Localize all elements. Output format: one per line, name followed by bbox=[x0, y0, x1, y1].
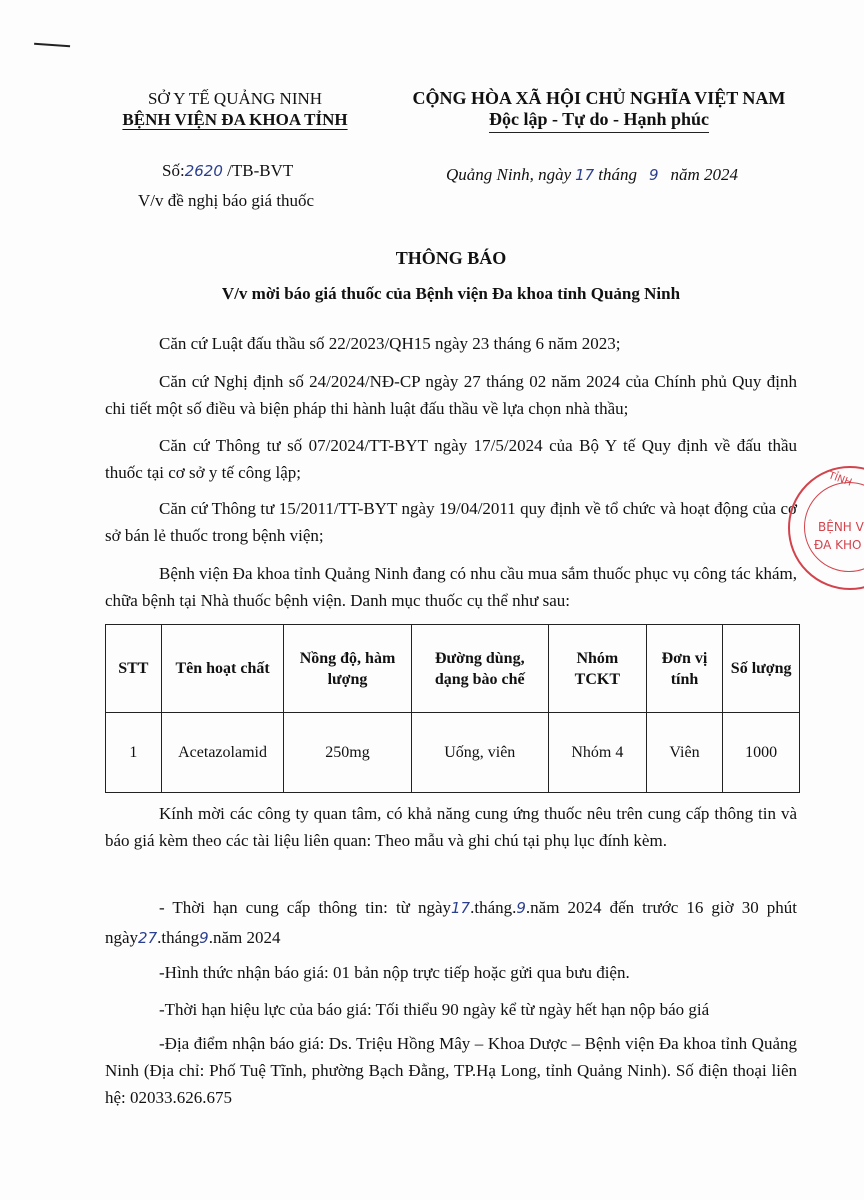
paragraph-address: -Địa điểm nhận báo giá: Ds. Triệu Hồng Mây – Khoa Dược – Bệnh viện Đa khoa tỉnh Quảng Ninh (Địa chỉ: Phố Tuệ Tĩnh, phường Bạch Đằng, TP.Hạ Long, tỉnh Quảng Ninh). Số điện thoại liên hệ: 02033.626.675 bbox=[105, 1034, 797, 1107]
deadline-start-day-handwritten: 17 bbox=[451, 899, 471, 917]
nation-title: CỘNG HÒA XÃ HỘI CHỦ NGHĨA VIỆT NAM bbox=[412, 88, 786, 108]
header-concentration: Nồng độ, hàm lượng bbox=[284, 625, 411, 713]
doc-subject: V/v đề nghị báo giá thuốc bbox=[138, 191, 315, 210]
date-day-handwritten: 17 bbox=[575, 166, 595, 184]
header-group: Nhóm TCKT bbox=[549, 625, 647, 713]
paragraph-legal-basis-1: Căn cứ Luật đấu thầu số 22/2023/QH15 ngày 23 tháng 6 năm 2023; bbox=[159, 334, 621, 353]
paragraph-legal-basis-3: Căn cứ Thông tư số 07/2024/TT-BYT ngày 17/5/2024 của Bộ Y tế Quy định về đấu thầu thuốc tại cơ sở y tế công lập; bbox=[105, 436, 797, 482]
deadline-end-day-handwritten: 27 bbox=[138, 929, 158, 947]
seal-line-2: ĐA KHO bbox=[814, 538, 862, 552]
deadline-end-month-handwritten: 9 bbox=[199, 929, 209, 947]
seal-top-text: TỈNH bbox=[826, 470, 854, 489]
header-stt: STT bbox=[106, 625, 162, 713]
org-parent: SỞ Y TẾ QUẢNG NINH bbox=[147, 89, 323, 108]
paragraph-invitation: Kính mời các công ty quan tâm, có khả năng cung ứng thuốc nêu trên cung cấp thông tin và báo giá kèm theo các tài liệu liên quan: Theo mẫu và ghi chú tại phụ lục đính kèm. bbox=[105, 804, 797, 850]
paragraph-deadline: - Thời hạn cung cấp thông tin: từ ngày17.tháng.9.năm 2024 đến trước 16 giờ 30 phút ngày27.tháng9.năm 2024 bbox=[105, 898, 797, 947]
paragraph-demand: Bệnh viện Đa khoa tỉnh Quảng Ninh đang có nhu cầu mua sắm thuốc phục vụ công tác khám, chữa bệnh tại Nhà thuốc bệnh viện. Danh mục thuốc cụ thể như sau: bbox=[105, 564, 797, 610]
doc-number-handwritten: 2620 bbox=[184, 162, 223, 180]
hospital-seal bbox=[788, 466, 864, 590]
notice-subtitle: V/v mời báo giá thuốc của Bệnh viện Đa khoa tỉnh Quảng Ninh bbox=[221, 284, 681, 303]
table-header-row bbox=[106, 625, 800, 713]
paragraph-submission-form: -Hình thức nhận báo giá: 01 bản nộp trực tiếp hoặc gửi qua bưu điện. bbox=[159, 963, 630, 982]
deadline-start-month-handwritten: 9 bbox=[516, 899, 526, 917]
scan-mark bbox=[34, 43, 70, 50]
doc-date: Quảng Ninh, ngày 17 tháng 9 năm 2024 bbox=[446, 165, 739, 184]
paragraph-legal-basis-2: Căn cứ Nghị định số 24/2024/NĐ-CP ngày 27 tháng 02 năm 2024 của Chính phủ Quy định chi tiết một số điều và biện pháp thi hành luật đấu thầu về lựa chọn nhà thầu; bbox=[105, 372, 797, 418]
header-quantity: Số lượng bbox=[723, 625, 800, 713]
table-row: 1 Acetazolamid 250mg Uống, viên Nhóm 4 Viên 1000 bbox=[106, 713, 800, 793]
org-name: BỆNH VIỆN ĐA KHOA TỈNH bbox=[122, 110, 348, 129]
nation-header bbox=[392, 88, 806, 130]
header-active-ingredient: Tên hoạt chất bbox=[161, 625, 284, 713]
doc-number-prefix: Số: bbox=[162, 161, 185, 180]
header-route: Đường dùng, dạng bào chế bbox=[411, 625, 549, 713]
header-unit: Đơn vị tính bbox=[646, 625, 723, 713]
doc-number-suffix: /TB-BVT bbox=[227, 161, 294, 180]
seal-line-1: BỆNH V bbox=[818, 520, 864, 534]
motto: Độc lập - Tự do - Hạnh phúc bbox=[392, 109, 806, 130]
paragraph-legal-basis-4: Căn cứ Thông tư 15/2011/TT-BYT ngày 19/04/2011 quy định về tổ chức và hoạt động của cơ sở bán lẻ thuốc trong bệnh viện; bbox=[105, 499, 797, 545]
doc-number bbox=[162, 160, 293, 182]
drug-table bbox=[105, 624, 800, 793]
date-month-handwritten: 9 bbox=[648, 166, 659, 184]
paragraph-validity: -Thời hạn hiệu lực của báo giá: Tối thiểu 90 ngày kể từ ngày hết hạn nộp báo giá bbox=[159, 1000, 710, 1019]
notice-title: THÔNG BÁO bbox=[395, 248, 507, 268]
org-header bbox=[100, 88, 370, 130]
